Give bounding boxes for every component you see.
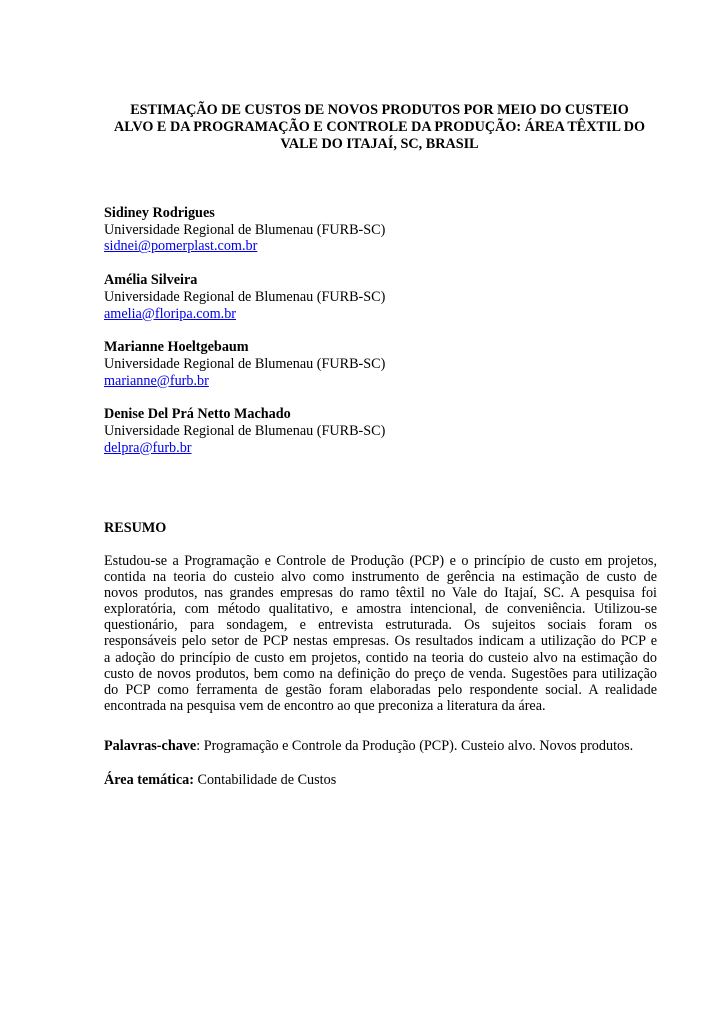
- author-name: Amélia Silveira: [104, 272, 198, 289]
- subject-area-line: [104, 772, 657, 789]
- title-line-2: ALVO E DA PROGRAMAÇÃO E CONTROLE DA PRODUÇÃO: ÁREA TÊXTIL DO: [113, 119, 645, 135]
- subject-area-text: Contabilidade de Custos: [193, 772, 337, 788]
- author-email-link[interactable]: marianne@furb.br: [104, 372, 209, 389]
- keywords-label: Palavras-chave: [104, 738, 197, 754]
- abstract-line: Estudou-se a Programação e Controle de Produção (PCP) e o princípio de custo em projetos,: [104, 553, 657, 569]
- abstract-line: questionário, para sondagem, e entrevista estruturada. Os sujeitos sociais foram os: [104, 617, 657, 634]
- author-block: [104, 272, 657, 322]
- author-block: [104, 406, 657, 456]
- abstract-line: responsáveis pelo setor de PCP nestas empresas. Os resultados indicam a utilização do PCP e: [104, 633, 657, 650]
- keywords-line: [104, 738, 657, 755]
- abstract-line: do PCP como ferramenta de gestão foram elaboradas pelo respondente social. A realidade: [104, 681, 657, 698]
- author-affiliation: Universidade Regional de Blumenau (FURB-SC): [104, 355, 386, 372]
- keywords-text: : Programação e Controle da Produção (PCP). Custeio alvo. Novos produtos.: [196, 738, 634, 754]
- author-affiliation: Universidade Regional de Blumenau (FURB-SC): [104, 423, 386, 440]
- abstract-line: novos produtos, nas grandes empresas do ramo têxtil no Vale do Itajaí, SC. A pesquisa foi: [104, 585, 657, 602]
- author-email-link[interactable]: sidnei@pomerplast.com.br: [104, 238, 258, 255]
- subject-area-label: Área temática:: [104, 772, 194, 788]
- author-list: [104, 205, 657, 473]
- author-affiliation: Universidade Regional de Blumenau (FURB-SC): [104, 221, 386, 238]
- abstract-line: exploratória, com método qualitativo, e amostra intencional, de conveniência. Utilizou-se: [104, 601, 657, 618]
- abstract-line: custo de novos produtos, bem como na definição do preço de venda. Sugestões para utilização: [104, 665, 657, 682]
- title-line-1: ESTIMAÇÃO DE CUSTOS DE NOVOS PRODUTOS POR MEIO DO CUSTEIO: [130, 102, 629, 118]
- paper-title: [103, 102, 656, 153]
- abstract-line: encontrada na pesquisa vem de encontro ao que preconiza a literatura da área.: [104, 697, 546, 714]
- abstract-body: [104, 553, 657, 714]
- abstract-heading: RESUMO: [104, 520, 167, 536]
- author-block: [104, 205, 657, 255]
- author-block: [104, 339, 657, 389]
- author-name: Denise Del Prá Netto Machado: [104, 406, 291, 423]
- abstract-line: a adoção do princípio de custo em projetos, contido na teoria do custeio alvo na estimação do: [104, 649, 657, 666]
- author-name: Marianne Hoeltgebaum: [104, 339, 249, 356]
- title-line-3: VALE DO ITAJAÍ, SC, BRASIL: [280, 136, 479, 152]
- author-name: Sidiney Rodrigues: [104, 205, 215, 221]
- author-affiliation: Universidade Regional de Blumenau (FURB-SC): [104, 288, 386, 305]
- abstract-line: contida na teoria do custeio alvo como instrumento de gerência na estimação de custo de: [104, 569, 657, 586]
- author-email-link[interactable]: amelia@floripa.com.br: [104, 305, 237, 322]
- author-email-link[interactable]: delpra@furb.br: [104, 439, 192, 456]
